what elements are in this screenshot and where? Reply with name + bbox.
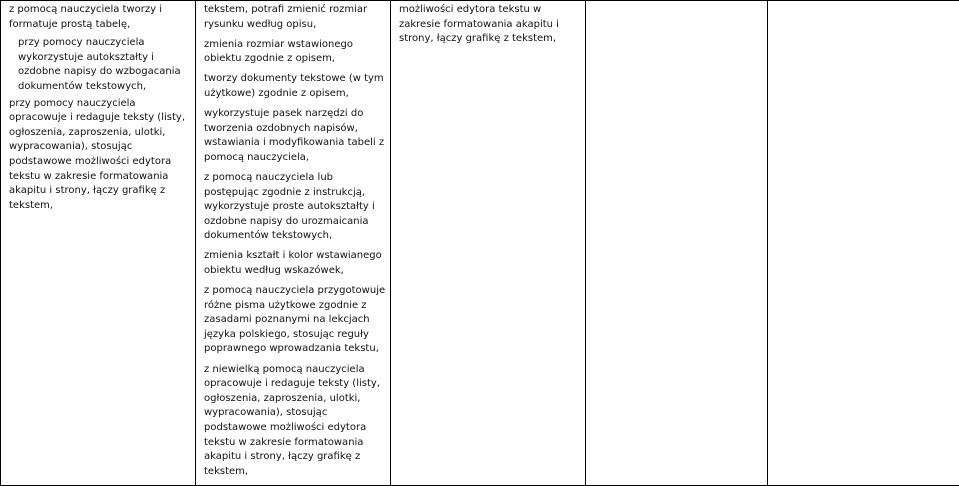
criteria-text: zmienia kształt i kolor wstawianego obiektu według wskazówek,: [204, 249, 388, 278]
criteria-text: tekstem, potrafi zmienić rozmiar rysunku według opisu,: [204, 3, 388, 32]
criteria-text: z pomocą nauczyciela lub postępując zgodnie z instrukcją, wykorzystuje proste autokształty i ozdobne napisy do urozmaicania dokumentów tekstowych,: [204, 171, 388, 244]
criteria-text: z pomocą nauczyciela tworzy i formatuje prostą tabelę,: [9, 3, 193, 32]
criteria-text: możliwości edytora tekstu w zakresie formatowania akapitu i strony, łączy grafikę z tekstem,: [399, 3, 583, 47]
criteria-text: z niewielką pomocą nauczyciela opracowuje i redaguje teksty (listy, ogłoszenia, zaproszenia, ulotki, wypracowania), stosując podstawowe możliwości edytora tekstu w zakresie formatowania akapitu i strony, łączy grafikę z tekstem,: [204, 363, 388, 480]
criteria-text: przy pomocy nauczyciela opracowuje i redaguje teksty (listy, ogłoszenia, zaproszenia, ulotki, wypracowania), stosując podstawowe możliwości edytora tekstu w zakresie formatowania akapitu i strony, łączy grafikę z tekstem,: [9, 97, 193, 214]
table-cell-grade-4: [586, 1, 768, 486]
criteria-text: tworzy dokumenty tekstowe (w tym użytkowe) zgodnie z opisem,: [204, 72, 388, 101]
criteria-text: wykorzystuje pasek narzędzi do tworzenia ozdobnych napisów, wstawiania i modyfikowania tabeli z pomocą nauczyciela,: [204, 107, 388, 165]
criteria-text: zmienia rozmiar wstawionego obiektu zgodnie z opisem,: [204, 38, 388, 67]
criteria-text: przy pomocy nauczyciela wykorzystuje autokształty i ozdobne napisy do wzbogacania dokumentów tekstowych,: [9, 36, 193, 94]
table-cell-grade-3: [391, 1, 586, 486]
table-cell-grade-2: [196, 1, 391, 486]
table-cell-grade-1: [1, 1, 196, 486]
criteria-text: z pomocą nauczyciela przygotowuje różne pisma użytkowe zgodnie z zasadami poznanymi na lekcjach języka polskiego, stosując reguły poprawnego wprowadzania tekstu,: [204, 284, 388, 357]
table-cell-grade-5: [768, 1, 959, 486]
table-row: [1, 1, 959, 486]
